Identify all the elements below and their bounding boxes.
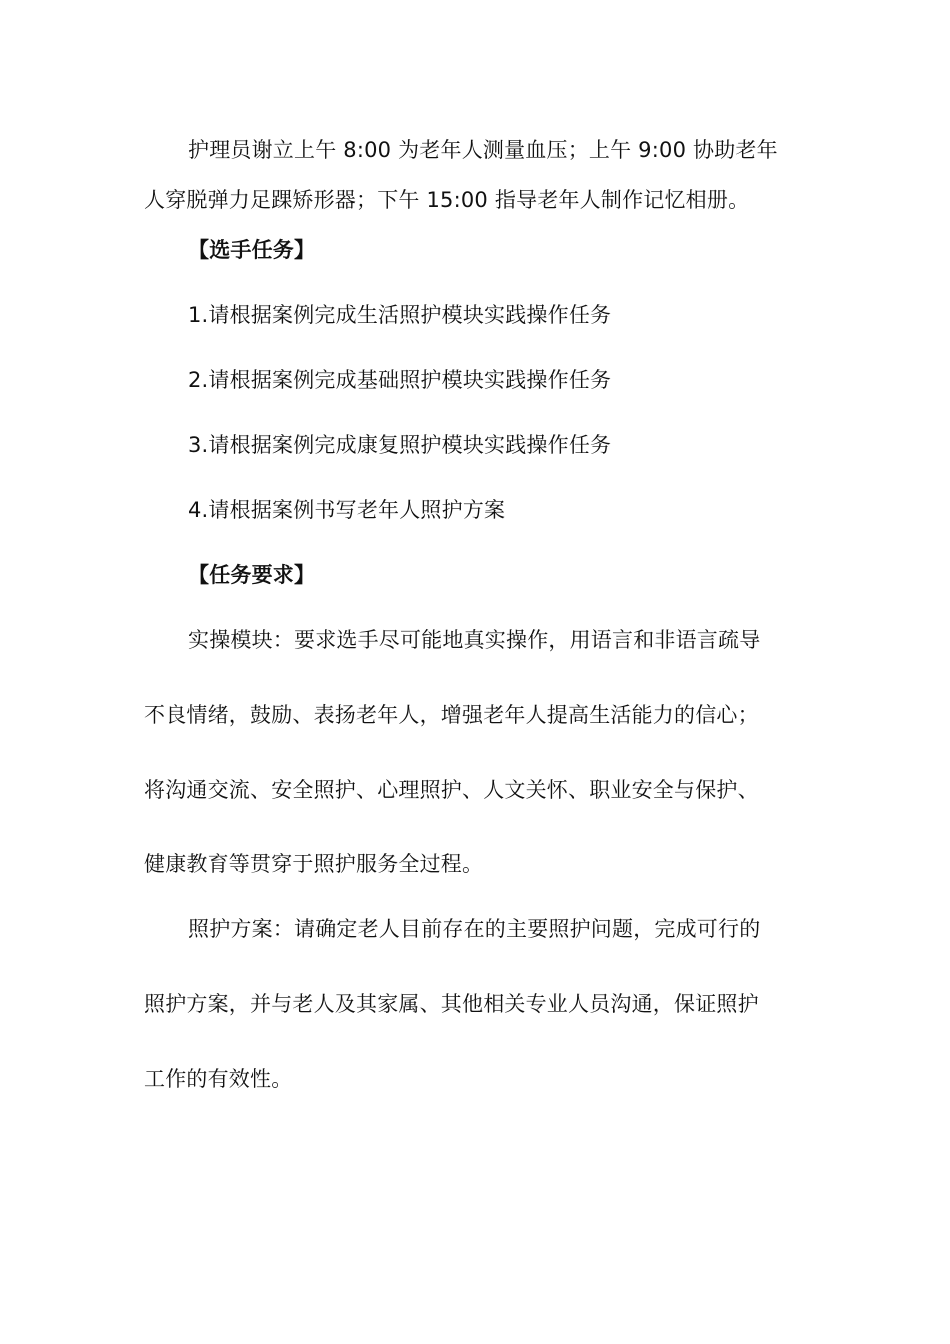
practical-line-1: 实操模块：要求选手尽可能地真实操作，用语言和非语言疏导 xyxy=(188,628,761,652)
task-item-2: 2.请根据案例完成基础照护模块实践操作任务 xyxy=(188,368,612,392)
task-item-3: 3.请根据案例完成康复照护模块实践操作任务 xyxy=(188,433,612,457)
requirements-heading: 【任务要求】 xyxy=(188,563,316,587)
task-item-1: 1.请根据案例完成生活照护模块实践操作任务 xyxy=(188,303,612,327)
plan-line-1: 照护方案：请确定老人目前存在的主要照护问题，完成可行的 xyxy=(188,917,761,941)
intro-line-2: 人穿脱弹力足踝矫形器；下午 15:00 指导老年人制作记忆相册。 xyxy=(144,188,750,212)
intro-line-1: 护理员谢立上午 8:00 为老年人测量血压；上午 9:00 协助老年 xyxy=(188,138,778,162)
practical-line-4: 健康教育等贯穿于照护服务全过程。 xyxy=(144,852,484,876)
task-item-4: 4.请根据案例书写老年人照护方案 xyxy=(188,498,506,522)
practical-line-3: 将沟通交流、安全照护、心理照护、人文关怀、职业安全与保护、 xyxy=(144,778,759,802)
tasks-heading: 【选手任务】 xyxy=(188,238,316,262)
practical-line-2: 不良情绪，鼓励、表扬老年人，增强老年人提高生活能力的信心； xyxy=(144,703,759,727)
plan-line-3: 工作的有效性。 xyxy=(144,1067,293,1091)
plan-line-2: 照护方案，并与老人及其家属、其他相关专业人员沟通，保证照护 xyxy=(144,992,759,1016)
